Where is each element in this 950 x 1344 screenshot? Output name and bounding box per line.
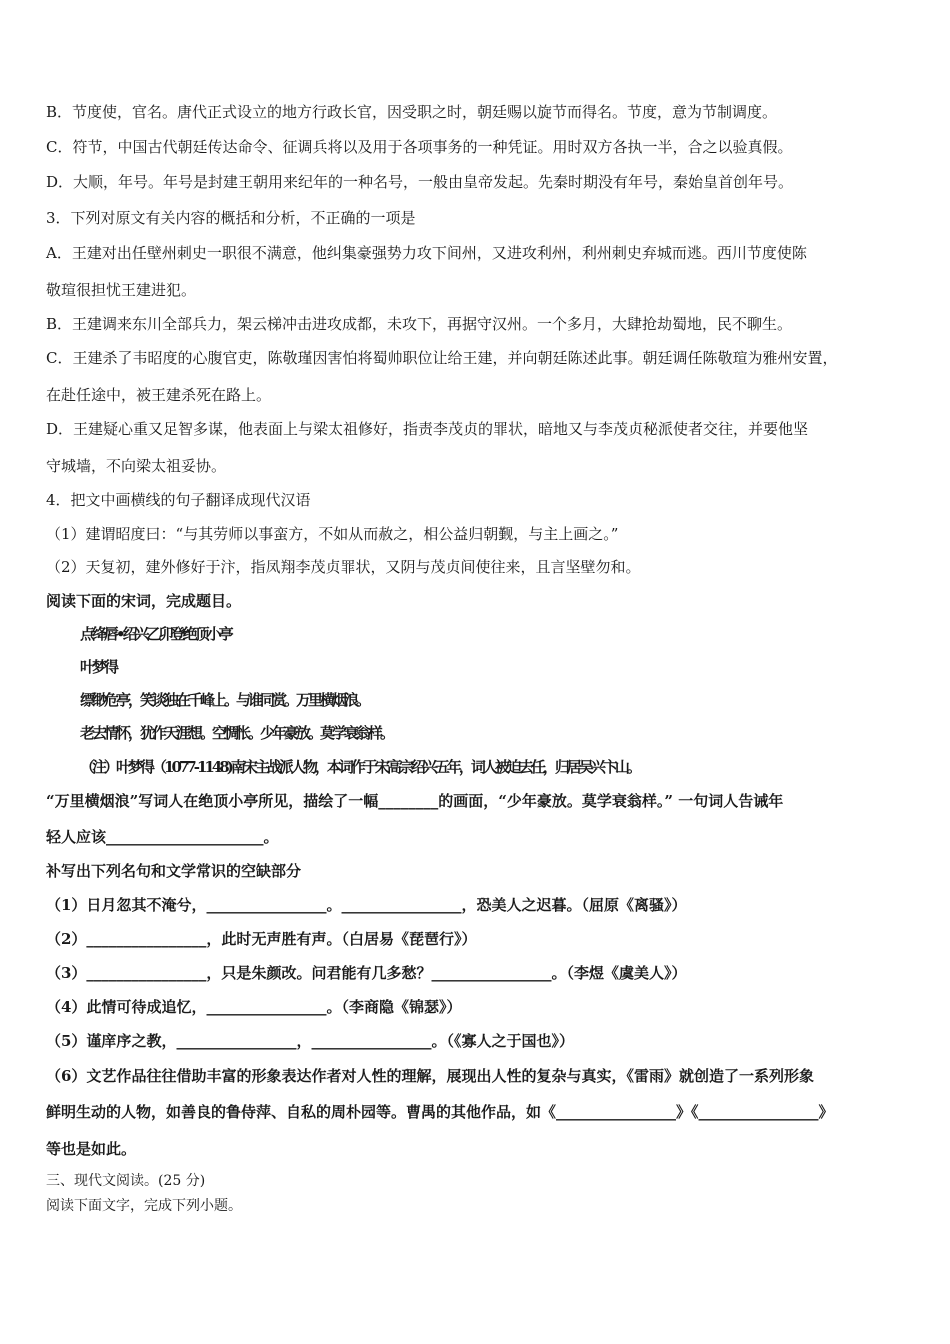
poem-title: 点绛唇•绍兴乙卯登绝顶小亭	[80, 625, 231, 643]
question-4-sentence-2: （2）天复初，建外修好于汴，指凤翔李茂贞罪状，又阴与茂贞间使往来，且言坚壁勿和。	[46, 558, 641, 576]
option-3b: B．王建调来东川全部兵力，架云梯冲击进攻成都，未攻下，再据守汉州。一个多月，大肆抢劫蜀地，民不聊生。	[46, 315, 793, 333]
fill-item-2: （2）________________，此时无声胜有声。（白居易《琵琶行》）	[46, 930, 477, 948]
poem-author: 叶梦得	[80, 658, 117, 676]
fill-item-6-line3: 等也是如此。	[46, 1140, 137, 1158]
poem-question-line2: 轻人应该_____________________。	[46, 828, 279, 846]
section-3-heading: 三、现代文阅读。(25 分)	[46, 1173, 206, 1189]
option-3a-line1: A．王建对出任壁州刺史一职很不满意，他纠集豪强势力攻下间州，又进攻利州，利州刺史弃城而逃。西川节度使陈	[46, 244, 807, 262]
question-3-stem: 3．下列对原文有关内容的概括和分析，不正确的一项是	[46, 209, 416, 227]
option-3a-line2: 敬瑄很担忧王建进犯。	[46, 281, 197, 299]
fill-item-3: （3）________________，只是朱颜改。问君能有几多愁？________________。（李煜《虞美人》）	[46, 964, 687, 982]
question-4-stem: 4．把文中画横线的句子翻译成现代汉语	[46, 491, 311, 509]
fill-item-6-line2: 鲜明生动的人物，如善良的鲁侍萍、自私的周朴园等。曹禺的其他作品，如《________________》《________________》	[46, 1103, 834, 1121]
option-2c: C．符节，中国古代朝廷传达命令、征调兵将以及用于各项事务的一种凭证。用时双方各执一半，合之以验真假。	[46, 138, 793, 156]
fill-item-1: （1）日月忽其不淹兮，________________。________________，恐美人之迟暮。（屈原《离骚》）	[46, 896, 687, 914]
fill-item-5: （5）谨庠序之教，________________，________________。（《寡人之于国也》）	[46, 1032, 574, 1050]
fill-item-6-line1: （6）文艺作品往往借助丰富的形象表达作者对人性的理解，展现出人性的复杂与真实，《雷雨》就创造了一系列形象	[46, 1067, 814, 1085]
option-2b: B．节度使，官名。唐代正式设立的地方行政长官，因受职之时，朝廷赐以旋节而得名。节度，意为节制调度。	[46, 103, 778, 121]
fill-item-4: （4）此情可待成追忆，________________。（李商隐《锦瑟》）	[46, 998, 462, 1016]
question-4-sentence-1: （1）建谓昭度曰：“与其劳师以事蛮方，不如从而赦之，相公益归朝觐，与主上画之。”	[46, 525, 619, 543]
poem-line-2: 老去情怀，犹作天涯想。空惆怅。少年豪放。莫学衰翁样。	[80, 724, 393, 742]
option-2d: D．大顺，年号。年号是封建王朝用来纪年的一种名号，一般由皇帝发起。先秦时期没有年号，秦始皇首创年号。	[46, 173, 794, 191]
section-3-intro: 阅读下面文字，完成下列小题。	[46, 1198, 242, 1214]
option-3d-line2: 守城墙，不向梁太祖妥协。	[46, 457, 227, 475]
option-3c-line1: C．王建杀了韦昭度的心腹官吏，陈敬瑾因害怕将蜀帅职位让给王建，并向朝廷陈述此事。朝廷调任陈敬瑄为雅州安置，	[46, 349, 838, 367]
poem-section-intro: 阅读下面的宋词，完成题目。	[46, 592, 242, 610]
poem-note: （注）叶梦得（1077-1148)南宋主战派人物，本词作于宋高宗绍兴五年，词人被迫去任，归居吴兴卞山。	[80, 758, 639, 776]
option-3c-line2: 在赴任途中，被王建杀死在路上。	[46, 386, 272, 404]
fill-section-intro: 补写出下列名句和文学常识的空缺部分	[46, 862, 302, 880]
option-3d-line1: D．王建疑心重又足智多谋，他表面上与梁太祖修好，指责李茂贞的罪状，暗地又与李茂贞秘派使者交往，并要他坚	[46, 420, 809, 438]
poem-line-1: 缥缈危亭，笑谈独在千峰上。与谁同赏。万里横烟浪。	[80, 691, 369, 709]
poem-question-line1: “万里横烟浪”写词人在绝顶小亭所见，描绘了一幅________的画面，“少年豪放。莫学衰翁样。” 一句词人告诫年	[46, 792, 784, 810]
